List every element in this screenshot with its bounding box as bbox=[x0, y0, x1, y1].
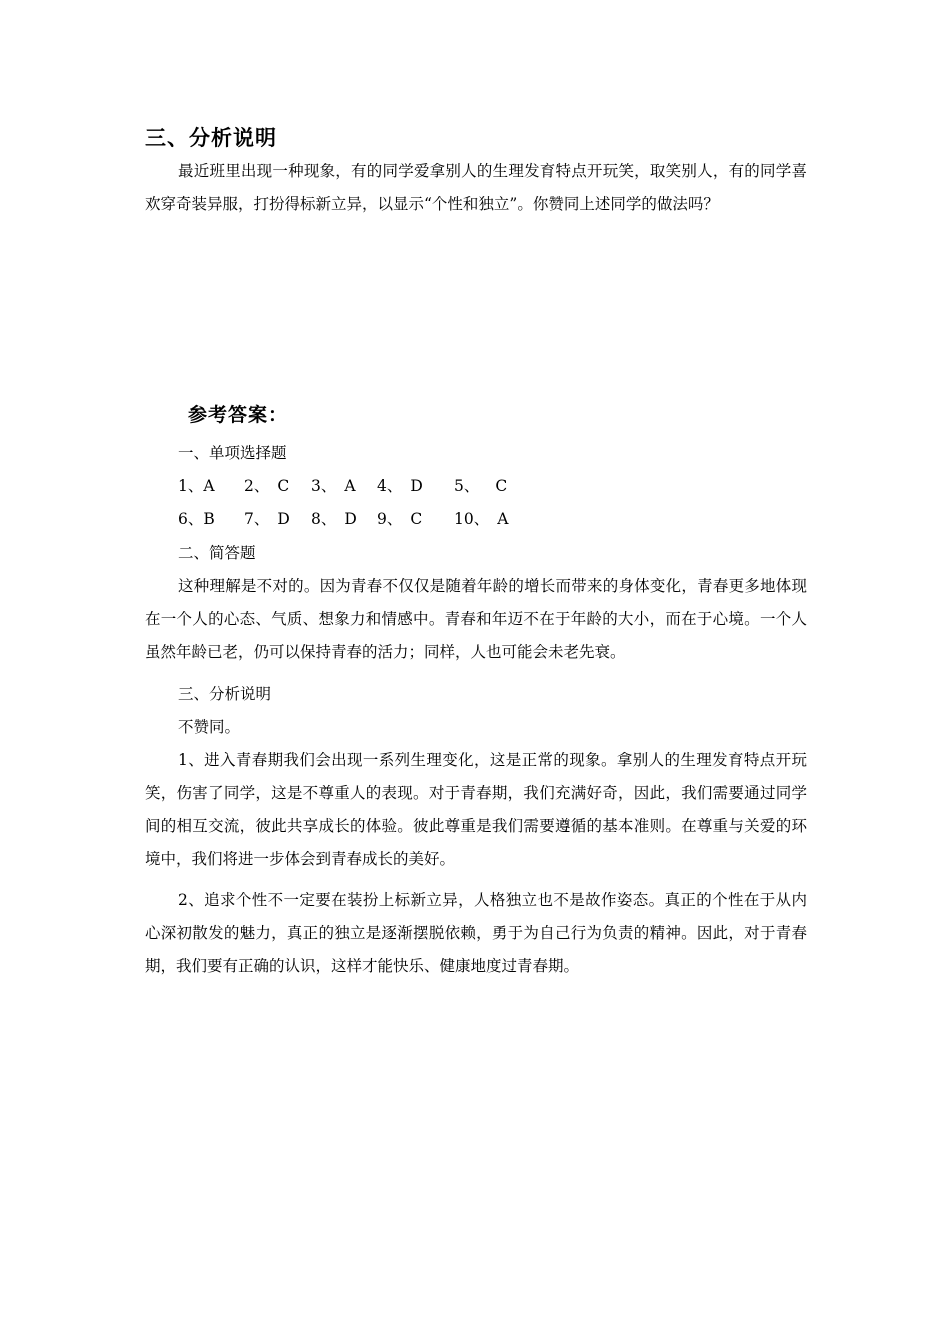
answer-key-heading: 参考答案： bbox=[188, 404, 289, 426]
question-paragraph: 最近班里出现一种现象，有的同学爱拿别人的生理发育特点开玩笑，取笑别人，有的同学喜欢穿奇装异服，打扮得标新立异，以显示“个性和独立”。你赞同上述同学的做法吗？ bbox=[145, 162, 807, 213]
mc-item: 5、 C bbox=[454, 477, 508, 495]
mc-item: 6、B bbox=[178, 510, 215, 528]
analysis-paragraph-2: 2、追求个性不一定要在装扮上标新立异，人格独立也不是故作姿态。真正的个性在于从内心深初散发的魅力，真正的独立是逐渐摆脱依赖，勇于为自己行为负责的精神。因此，对于青春期，我们要有正确的认识，这样才能快乐、健康地度过青春期。 bbox=[145, 891, 807, 975]
analysis-verdict: 不赞同。 bbox=[178, 718, 241, 736]
mc-item: 10、 A bbox=[454, 510, 509, 528]
mc-item: 4、 D bbox=[377, 477, 423, 495]
mc-item: 1、A bbox=[178, 477, 215, 495]
analysis-paragraph-1: 1、进入青春期我们会出现一系列生理变化，这是正常的现象。拿别人的生理发育特点开玩笑，伤害了同学，这是不尊重人的表现。对于青春期，我们充满好奇，因此，我们需要通过同学间的相互交流，彼此共享成长的体验。彼此尊重是我们需要遵循的基本准则。在尊重与关爱的环境中，我们将进一步体会到青春成长的美好。 bbox=[145, 751, 807, 868]
mc-heading: 一、单项选择题 bbox=[178, 444, 287, 462]
analysis-heading: 三、分析说明 bbox=[178, 685, 272, 703]
mc-item: 8、 D bbox=[311, 510, 357, 528]
short-answer-heading: 二、简答题 bbox=[178, 544, 256, 562]
short-answer-paragraph: 这种理解是不对的。因为青春不仅仅是随着年龄的增长而带来的身体变化，青春更多地体现在一个人的心态、气质、想象力和情感中。青春和年迈不在于年龄的大小，而在于心境。一个人虽然年龄已老，仍可以保持青春的活力；同样，人也可能会未老先衰。 bbox=[145, 577, 807, 661]
mc-item: 7、 D bbox=[244, 510, 290, 528]
mc-item: 3、 A bbox=[311, 477, 356, 495]
section-heading: 三、分析说明 bbox=[145, 126, 277, 150]
mc-item: 9、 C bbox=[377, 510, 423, 528]
mc-item: 2、 C bbox=[244, 477, 290, 495]
